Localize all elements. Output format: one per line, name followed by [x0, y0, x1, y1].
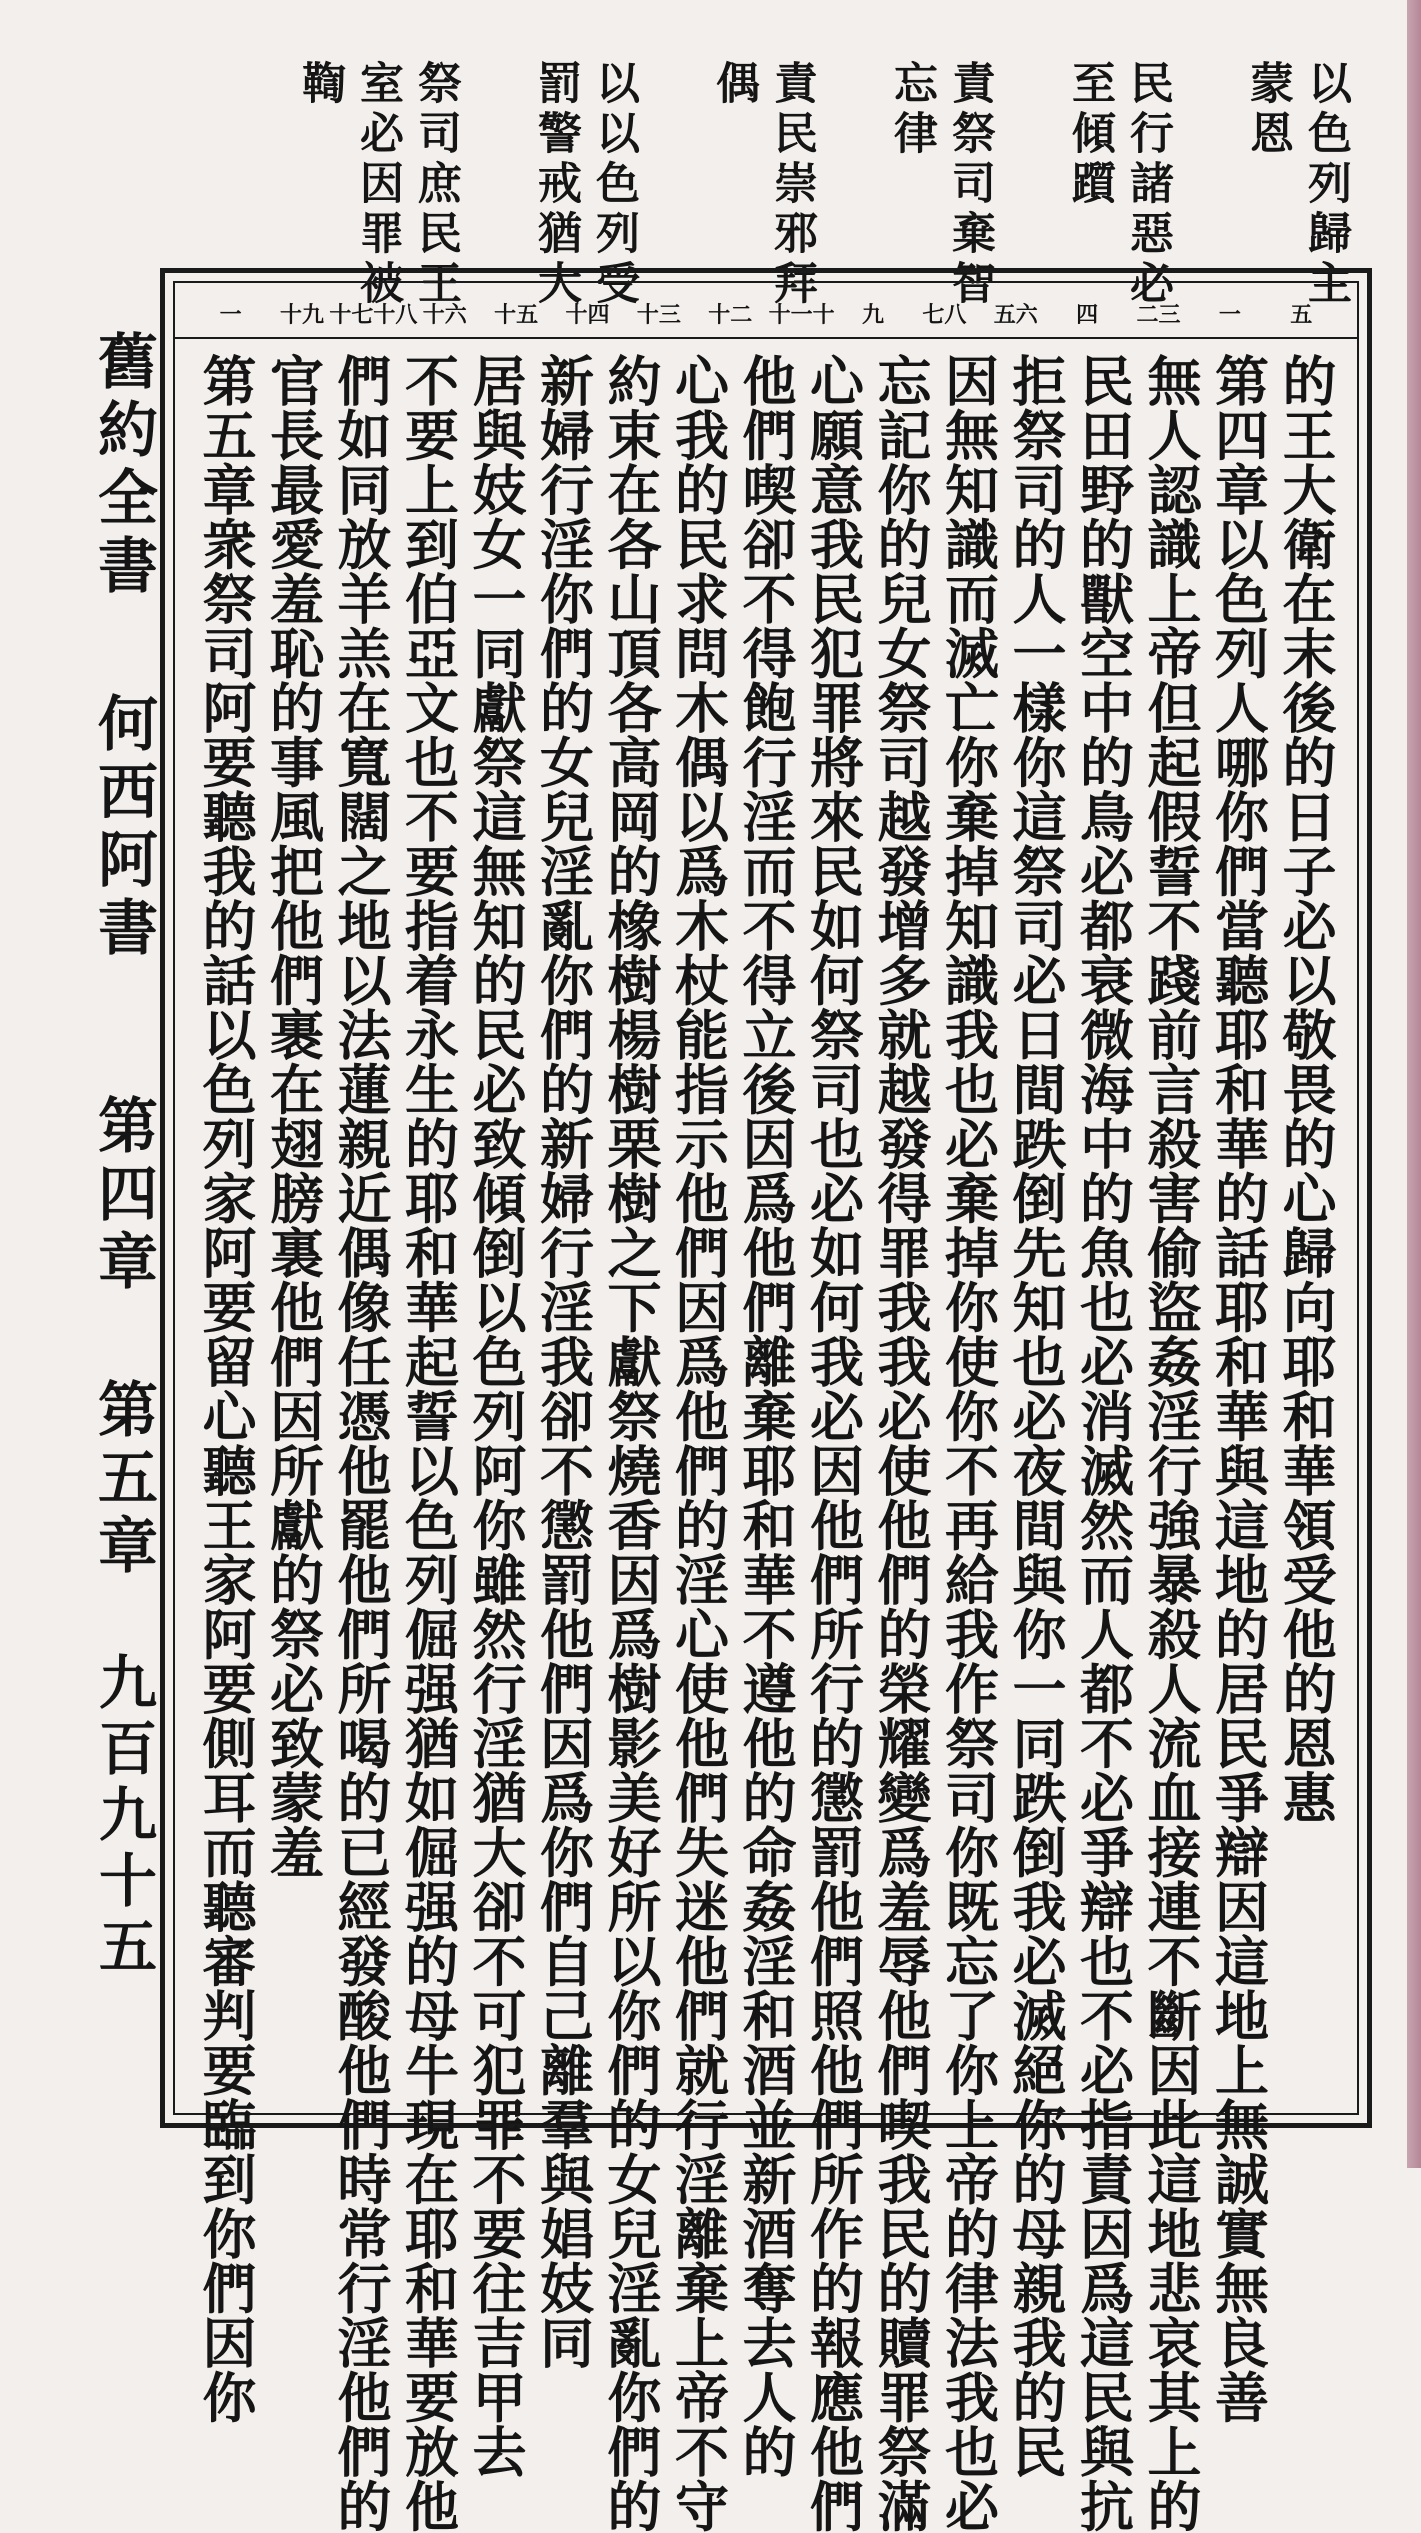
note-line: 責民崇邪拜 — [766, 60, 817, 310]
verse-number: 十六 — [422, 302, 467, 328]
verse-number: 九 — [862, 302, 885, 328]
note-line: 蒙恩 — [1242, 60, 1293, 160]
book-title: 舊約全書 — [88, 330, 158, 602]
page-edge — [1407, 0, 1421, 2168]
verse-number: 五六 — [993, 302, 1038, 328]
header-note — [530, 60, 639, 310]
verse-number-row — [195, 298, 1337, 336]
book-name: 何西阿書 — [88, 692, 158, 964]
text-frame-inner — [173, 281, 1359, 2533]
text-column: 心我的民求問木偶以爲木杖能指示他們因爲他們的淫心使他們失迷他們就行淫離棄上帝不守 — [666, 353, 731, 2533]
verse-number: 十二 — [708, 302, 753, 328]
header-note — [1242, 60, 1351, 310]
header-note — [708, 60, 817, 310]
page-number: 九百九十五 — [89, 1652, 157, 1982]
note-line: 至傾躓 — [1064, 60, 1115, 210]
text-column: 約束在各山頂各高岡的橡樹楊樹栗樹之下獻祭燒香因爲樹影美好所以你們的女兒淫亂你們的 — [599, 353, 663, 2533]
chapter-label: 第五章 — [88, 1378, 158, 1582]
text-column: 心願意我民犯罪將來民如何祭司也必如何我必因他們所行的懲罰他們照他們所作的報應他們 — [801, 353, 866, 2533]
verse-number: 四 — [1076, 302, 1099, 328]
chapter-label: 第四章 — [88, 1094, 158, 1298]
text-column: 拒祭司的人一樣你這祭司必日間跌倒先知也必夜間與你一同跌倒我必滅絕你的母親我的民 — [1004, 353, 1068, 2479]
verse-number: 一 — [219, 302, 242, 328]
verse-number: 十七十八 — [329, 302, 418, 328]
text-column: 忘記你的兒女祭司越發增多就越發得罪我我必使他們的榮耀變爲羞辱他們喫我民的贖罪祭滿 — [869, 353, 933, 2533]
note-line: 鞫 — [294, 60, 345, 110]
scripture-body — [193, 353, 1339, 2533]
text-column: 民田野的獸空中的鳥必都衰微海中的魚也必消滅然而人都不必爭辯也不必指責因爲這民與抗 — [1071, 353, 1136, 2533]
note-line: 室必因罪被 — [352, 60, 403, 310]
text-column: 的王大衛在末後的日子必以敬畏的心歸向耶和華領受他的恩惠 — [1274, 353, 1338, 1825]
text-frame — [160, 268, 1372, 2533]
text-column: 第四章以色列人哪你們當聽耶和華的話耶和華與這地的居民爭辯因這地上無誠實無良善 — [1206, 353, 1271, 2424]
header-note — [1064, 60, 1173, 310]
text-column: 無人認識上帝但起假誓不踐前言殺害偷盜姦淫行強暴殺人流血接連不斷因此這地悲哀其上的 — [1139, 353, 1203, 2533]
verse-number: 十五 — [494, 302, 539, 328]
text-column: 因無知識而滅亡你棄掉知識我也必棄掉你使你不再給我作祭司你既忘了你上帝的律法我也必 — [936, 353, 1001, 2533]
verse-number: 五 — [1290, 302, 1313, 328]
verse-rule — [175, 337, 1357, 339]
note-line: 以色列歸主 — [1300, 60, 1351, 310]
note-line: 祭司庶民王 — [410, 60, 461, 310]
verse-number: 七八 — [922, 302, 967, 328]
verse-number: 二三 — [1136, 302, 1181, 328]
verse-number: 十一十 — [768, 302, 835, 328]
verse-number: 十四 — [565, 302, 610, 328]
note-line: 罰警戒猶大 — [530, 60, 581, 310]
note-line: 忘律 — [886, 60, 937, 160]
text-column: 居與妓女一同獻祭這無知的民必致傾倒以色列阿你雖然行淫猶大卻不可犯罪不要往吉甲去 — [464, 353, 528, 2479]
header-notes — [150, 60, 1351, 310]
text-column: 第五章衆祭司阿要聽我的話以色列家阿要留心聽王家阿要側耳而聽審判要臨到你們因你 — [194, 353, 258, 2424]
text-column: 他們喫卻不得飽行淫而不得立後因爲他們離棄耶和華不遵他的命姦淫和酒並新酒奪去人的 — [734, 353, 798, 2479]
text-column: 們如同放羊羔在寬闊之地以法蓮親近偶像任憑他罷他們所喝的已經發酸他們時常行淫他們的 — [329, 353, 393, 2533]
header-note — [886, 60, 995, 310]
running-title — [88, 330, 158, 1982]
text-column: 新婦行淫你們的女兒淫亂你們的新婦行淫我卻不懲罰他們因爲你們自己離羣與娼妓同 — [531, 353, 596, 2370]
note-line: 偶 — [708, 60, 759, 110]
text-column: 官長最愛羞恥的事風把他們裹在翅膀裏他們因所獻的祭必致蒙羞 — [261, 353, 326, 1879]
note-line: 民行諸惡必 — [1122, 60, 1173, 310]
header-note — [294, 60, 461, 310]
note-line: 以以色列受 — [588, 60, 639, 310]
verse-number: 十九 — [280, 302, 325, 328]
verse-number: 一 — [1218, 302, 1241, 328]
text-column: 不要上到伯亞文也不要指着永生的耶和華起誓以色列倔强猶如倔强的母牛現在耶和華要放他 — [396, 353, 461, 2533]
note-line: 責祭司棄智 — [944, 60, 995, 310]
verse-number: 十三 — [636, 302, 681, 328]
